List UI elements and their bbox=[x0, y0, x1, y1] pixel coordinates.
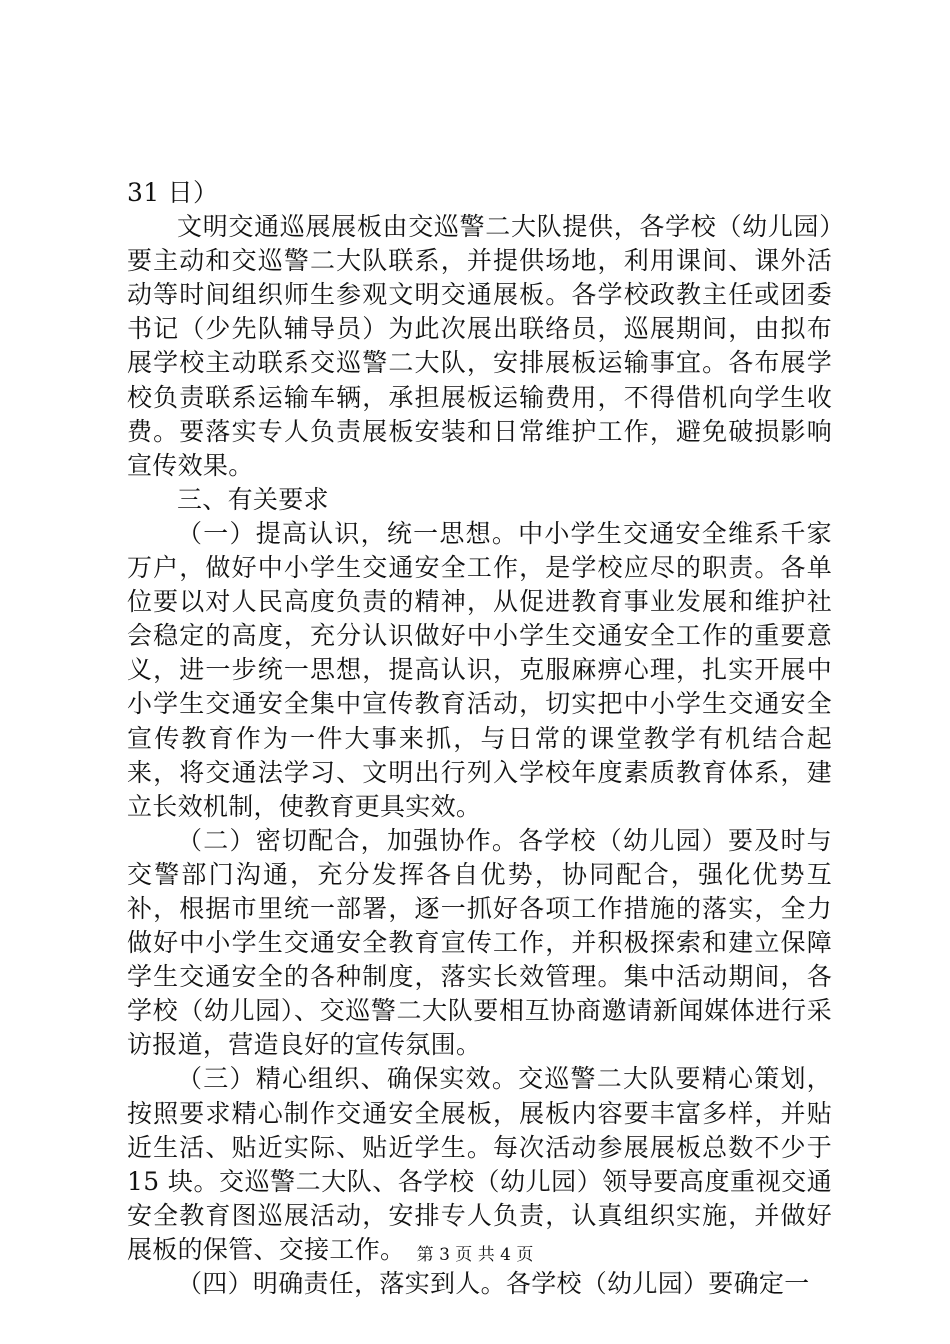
paragraph-requirement-2: （二）密切配合，加强协作。各学校（幼儿园）要及时与交警部门沟通，充分发挥各自优势，协同配合，强化优势互补，根据市里统一部署，逐一抓好各项工作措施的落实，全力做好中小学生交通安全教育宣传工作，并积极探索和建立保障学生交通安全的各种制度，落实长效管理。集中活动期间，各学校（幼儿园）、交巡警二大队要相互协商邀请新闻媒体进行采访报道，营造良好的宣传氛围。 bbox=[127, 825, 832, 1060]
paragraph-requirement-3: （三）精心组织、确保实效。交巡警二大队要精心策划，按照要求精心制作交通安全展板，展板内容要丰富多样，并贴近生活、贴近实际、贴近学生。每次活动参展展板总数不少于 15 块。交巡警二大队、各学校（幼儿园）领导要高度重视交通安全教育图巡展活动，安排专人负责，认真组织实施，并做好展板的保管、交接工作。 bbox=[127, 1064, 832, 1264]
paragraph-requirement-4: （四）明确责任，落实到人。各学校（幼儿园）要确定一 bbox=[177, 1269, 810, 1298]
section-heading-requirements: 三、有关要求 bbox=[177, 484, 329, 514]
page-number-label: 第 3 页 共 4 页 bbox=[416, 1245, 534, 1265]
document-body bbox=[127, 176, 832, 1301]
paragraph-exhibition-boards: 文明交通巡展展板由交巡警二大队提供，各学校（幼儿园）要主动和交巡警二大队联系，并提供场地，利用课间、课外活动等时间组织师生参观文明交通展板。各学校政教主任或团委书记（少先队辅导员）为此次展出联络员，巡展期间，由拟布展学校主动联系交巡警二大队，安排展板运输事宜。各布展学校负责联系运输车辆，承担展板运输费用，不得借机向学生收费。要落实专人负责展板安装和日常维护工作，避免破损影响宣传效果。 bbox=[127, 212, 832, 480]
paragraph-date-fragment: 31 日） bbox=[127, 178, 219, 207]
paragraph-requirement-1: （一）提高认识，统一思想。中小学生交通安全维系千家万户，做好中小学生交通安全工作，是学校应尽的职责。各单位要以对人民高度负责的精神，从促进教育事业发展和维护社会稳定的高度，充分认识做好中小学生交通安全工作的重要意义，进一步统一思想，提高认识，克服麻痹心理，扎实开展中小学生交通安全集中宣传教育活动，切实把中小学生交通安全宣传教育作为一件大事来抓，与日常的课堂教学有机结合起来，将交通法学习、文明出行列入学校年度素质教育体系，建立长效机制，使教育更具实效。 bbox=[127, 518, 832, 821]
page-footer bbox=[0, 1244, 950, 1266]
